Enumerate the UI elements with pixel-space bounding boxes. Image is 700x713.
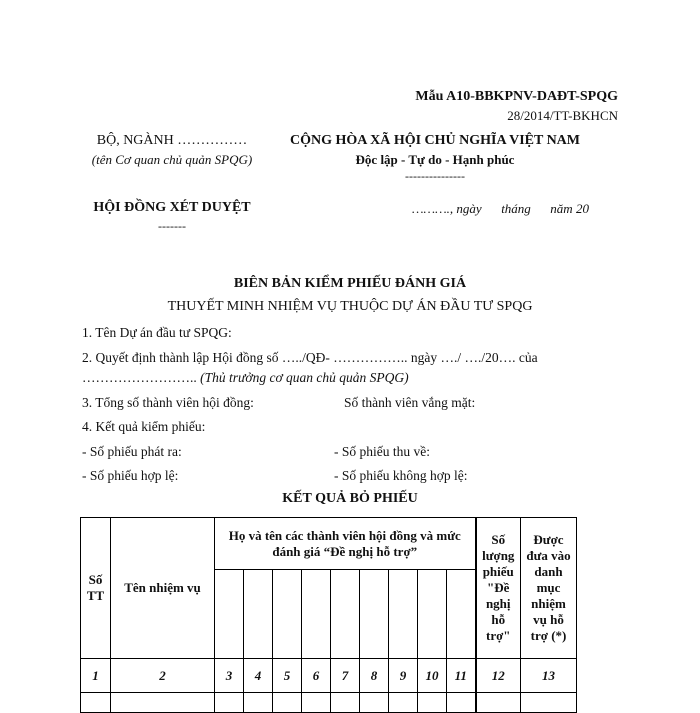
- column-number: 5: [273, 659, 302, 693]
- header-vote-count: Số lượng phiếu "Đề nghị hỗ trợ": [476, 518, 521, 659]
- column-number: 11: [447, 659, 476, 693]
- decision-note: (Thủ trưởng cơ quan chủ quản SPQG): [200, 370, 409, 385]
- item-project-name: 1. Tên Dự án đầu tư SPQG:: [82, 325, 232, 340]
- circular-number: 28/2014/TT-BKHCN: [507, 108, 618, 123]
- member-cell: [389, 570, 418, 659]
- data-cell: [273, 693, 302, 713]
- data-cell: [81, 693, 111, 713]
- column-number: 3: [215, 659, 244, 693]
- column-number: 6: [302, 659, 331, 693]
- data-cell: [476, 693, 521, 713]
- member-cell: [215, 570, 244, 659]
- date-line: ………., ngày tháng năm 20: [412, 201, 589, 216]
- ballots-invalid: - Số phiếu không hợp lệ:: [334, 468, 468, 483]
- header-stt: Số TT: [81, 518, 111, 659]
- data-cell: [111, 693, 215, 713]
- column-number: 13: [521, 659, 577, 693]
- member-cell: [302, 570, 331, 659]
- column-number: 7: [331, 659, 360, 693]
- data-cell: [447, 693, 476, 713]
- column-number: 8: [360, 659, 389, 693]
- member-cell: [360, 570, 389, 659]
- council-name: HỘI ĐỒNG XÉT DUYỆT: [93, 200, 251, 215]
- item-absent-members: Số thành viên vắng mặt:: [344, 395, 476, 410]
- column-number: 2: [111, 659, 215, 693]
- results-table: [80, 517, 577, 713]
- column-number: 12: [476, 659, 521, 693]
- ministry-subtitle: (tên Cơ quan chủ quản SPQG): [91, 152, 253, 167]
- column-number: 9: [389, 659, 418, 693]
- column-number: 10: [418, 659, 447, 693]
- item-total-members: 3. Tổng số thành viên hội đồng:: [82, 395, 254, 410]
- data-cell: [521, 693, 577, 713]
- data-cell: [389, 693, 418, 713]
- header-included: Được đưa vào danh mục nhiệm vụ hỗ trợ (*): [521, 518, 577, 659]
- national-motto: Độc lập - Tự do - Hạnh phúc: [355, 152, 515, 167]
- data-cell: [215, 693, 244, 713]
- ballots-issued: - Số phiếu phát ra:: [82, 444, 182, 459]
- council-divider: -------: [158, 219, 186, 233]
- member-cell: [244, 570, 273, 659]
- column-number: 1: [81, 659, 111, 693]
- data-cell: [360, 693, 389, 713]
- ballots-valid: - Số phiếu hợp lệ:: [82, 468, 179, 483]
- member-cell: [418, 570, 447, 659]
- member-cell: [447, 570, 476, 659]
- document-title: BIÊN BẢN KIỂM PHIẾU ĐÁNH GIÁ: [233, 276, 467, 291]
- member-cell: [331, 570, 360, 659]
- ministry-name: BỘ, NGÀNH ……………: [96, 133, 248, 148]
- ballots-collected: - Số phiếu thu về:: [334, 444, 430, 459]
- decision-dots: ……………………..: [82, 370, 201, 385]
- data-cell: [331, 693, 360, 713]
- data-cell: [418, 693, 447, 713]
- national-title: CỘNG HÒA XÃ HỘI CHỦ NGHĨA VIỆT NAM: [289, 133, 580, 148]
- data-cell: [244, 693, 273, 713]
- form-code: Mẫu A10-BBKPNV-DAĐT-SPQG: [415, 89, 618, 104]
- motto-divider: ---------------: [405, 169, 465, 183]
- header-task-name: Tên nhiệm vụ: [111, 518, 215, 659]
- item-decision: 2. Quyết định thành lập Hội đồng số …../QĐ- …………….. ngày …./ …./20…. của: [82, 350, 538, 365]
- results-title: KẾT QUẢ BỎ PHIẾU: [282, 491, 418, 506]
- header-members: Họ và tên các thành viên hội đồng và mức đánh giá “Đề nghị hỗ trợ”: [215, 518, 476, 570]
- item-count-result: 4. Kết quả kiểm phiếu:: [82, 419, 206, 434]
- data-cell: [302, 693, 331, 713]
- item-decision-cont: [82, 370, 409, 386]
- column-number: 4: [244, 659, 273, 693]
- document-subtitle: THUYẾT MINH NHIỆM VỤ THUỘC DỰ ÁN ĐẦU TƯ SPQG: [167, 299, 533, 314]
- member-cell: [273, 570, 302, 659]
